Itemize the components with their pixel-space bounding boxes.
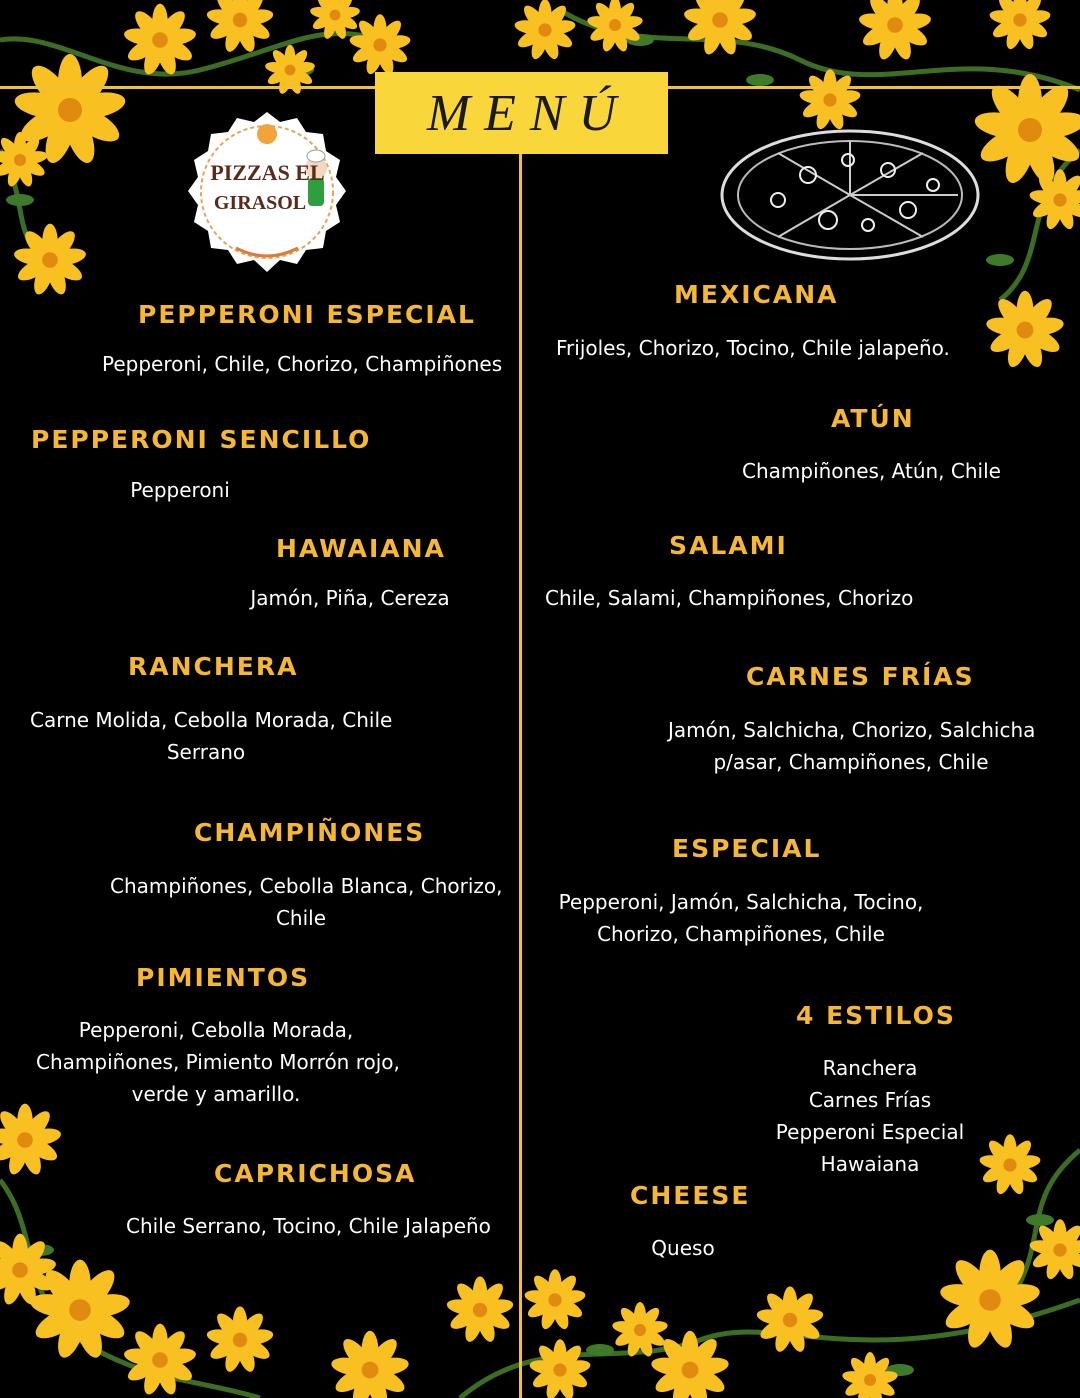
item-name-champinones: CHAMPIÑONES <box>194 818 426 847</box>
item-name-4-estilos: 4 ESTILOS <box>796 1001 956 1030</box>
item-name-carnes-frias: CARNES FRÍAS <box>746 662 975 691</box>
desc-line: Frijoles, Chorizo, Tocino, Chile jalapeño. <box>556 336 950 360</box>
item-name-cheese: CHEESE <box>630 1181 751 1210</box>
item-desc-ranchera <box>30 704 393 768</box>
desc-line: p/asar, Champiñones, Chile <box>713 750 989 774</box>
restaurant-logo <box>180 108 355 276</box>
item-name-pimientos: PIMIENTOS <box>136 963 311 992</box>
desc-line: Pepperoni, Chile, Chorizo, Champiñones <box>102 352 503 376</box>
logo-line-1: PIZZAS EL <box>210 160 325 185</box>
desc-line: Pepperoni <box>130 478 230 502</box>
item-desc-atun <box>742 455 1001 487</box>
desc-line: Jamón, Piña, Cereza <box>250 586 450 610</box>
item-desc-hawaiana <box>250 582 450 614</box>
header-rule-right <box>668 86 1080 89</box>
desc-line: Jamón, Salchicha, Chorizo, Salchicha <box>668 718 1036 742</box>
desc-line: Serrano <box>166 740 246 764</box>
desc-line: verde y amarillo. <box>131 1082 301 1106</box>
item-desc-pepperoni-especial <box>102 348 503 380</box>
item-name-mexicana: MEXICANA <box>674 280 839 309</box>
page-title: MENÚ <box>426 84 631 142</box>
item-desc-especial <box>558 886 924 950</box>
item-desc-champinones <box>110 870 503 934</box>
item-desc-4-estilos <box>770 1052 970 1180</box>
item-name-especial: ESPECIAL <box>672 834 822 863</box>
item-desc-caprichosa <box>126 1210 490 1242</box>
desc-line: Carnes Frías <box>808 1088 932 1112</box>
desc-line: Chorizo, Champiñones, Chile <box>597 922 885 946</box>
item-desc-mexicana <box>556 332 950 364</box>
logo-line-2: GIRASOL <box>213 192 307 214</box>
desc-line: Carne Molida, Cebolla Morada, Chile <box>30 708 393 732</box>
desc-line: Champiñones, Pimiento Morrón rojo, <box>36 1050 400 1074</box>
item-desc-pepperoni-sencillo <box>130 474 230 506</box>
item-name-caprichosa: CAPRICHOSA <box>214 1159 417 1188</box>
desc-line: Chile Serrano, Tocino, Chile Jalapeño <box>126 1214 491 1238</box>
column-divider <box>519 150 522 1398</box>
header-rule-left <box>0 86 375 89</box>
item-name-pepperoni-especial: PEPPERONI ESPECIAL <box>138 300 476 329</box>
desc-line: Pepperoni, Cebolla Morada, <box>78 1018 354 1042</box>
desc-line: Queso <box>651 1236 715 1260</box>
desc-line: Ranchera <box>822 1056 918 1080</box>
desc-line: Chile, Salami, Champiñones, Chorizo <box>545 586 914 610</box>
desc-line: Pepperoni, Jamón, Salchicha, Tocino, <box>558 890 924 914</box>
desc-line: Pepperoni Especial <box>775 1120 965 1144</box>
item-name-atun: ATÚN <box>831 404 915 433</box>
desc-line: Champiñones, Cebolla Blanca, Chorizo, <box>110 874 503 898</box>
item-desc-pimientos <box>36 1014 400 1110</box>
item-name-hawaiana: HAWAIANA <box>276 534 446 563</box>
item-desc-cheese <box>640 1232 726 1264</box>
item-desc-carnes-frias <box>668 714 1034 778</box>
item-name-pepperoni-sencillo: PEPPERONI SENCILLO <box>31 425 372 454</box>
desc-line: Chile <box>275 906 327 930</box>
item-name-salami: SALAMI <box>669 531 788 560</box>
item-desc-salami <box>545 582 914 614</box>
item-name-ranchera: RANCHERA <box>128 652 299 681</box>
pizza-sketch-icon <box>718 125 983 265</box>
desc-line: Champiñones, Atún, Chile <box>742 459 1001 483</box>
menu-title-box <box>375 72 668 154</box>
desc-line: Hawaiana <box>820 1152 920 1176</box>
